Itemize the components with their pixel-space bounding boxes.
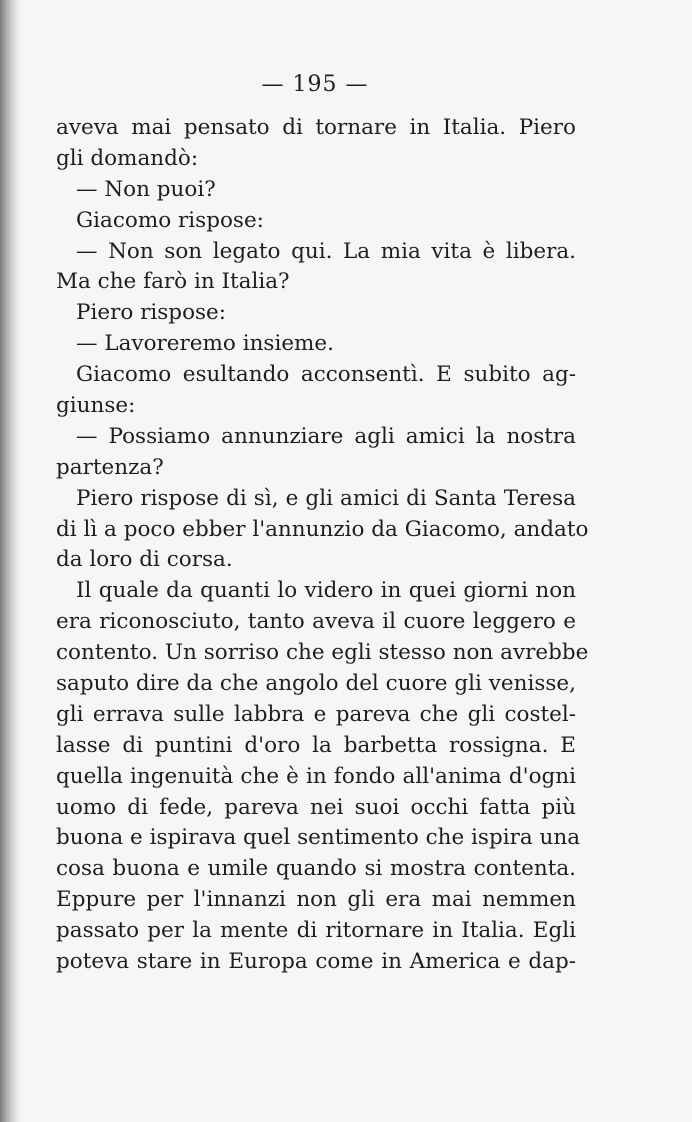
text-line: gli domandò: bbox=[56, 145, 199, 171]
text-line: Giacomo rispose: bbox=[76, 207, 264, 233]
text-line: Piero rispose: bbox=[76, 300, 227, 326]
text-line: cosa buona e umile quando si mostra contenta. bbox=[56, 856, 576, 882]
text-line: Giacomo esultando acconsentì. E subito ag- bbox=[76, 362, 576, 388]
text-line: poteva stare in Europa come in America e dap- bbox=[56, 949, 576, 975]
text-line: — Non puoi? bbox=[76, 176, 216, 202]
text-line: Il quale da quanti lo videro in quei giorni non bbox=[76, 578, 576, 604]
text-line: saputo dire da che angolo del cuore gli venisse, bbox=[56, 671, 576, 697]
text-line: — Possiamo annunziare agli amici la nostra bbox=[76, 423, 576, 449]
text-line: era riconosciuto, tanto aveva il cuore leggero e bbox=[56, 609, 576, 635]
text-line: passato per la mente di ritornare in Italia. Egli bbox=[56, 918, 576, 944]
text-line: buona e ispirava quel sentimento che ispira una bbox=[56, 825, 581, 851]
text-line: quella ingenuità che è in fondo all'anima d'ogni bbox=[56, 763, 576, 789]
text-line: Piero rispose di sì, e gli amici di Santa Teresa bbox=[76, 485, 576, 511]
text-line: aveva mai pensato di tornare in Italia. Piero bbox=[56, 115, 576, 140]
text-line: Ma che farò in Italia? bbox=[56, 269, 290, 295]
text-line: di lì a poco ebber l'annunzio da Giacomo, andato bbox=[56, 516, 589, 542]
page-binding-edge bbox=[0, 0, 22, 1122]
text-line: Eppure per l'innanzi non gli era mai nemmen bbox=[56, 887, 576, 913]
body-text bbox=[56, 113, 589, 978]
text-line: contento. Un sorriso che egli stesso non avrebbe bbox=[56, 640, 589, 666]
text-line: gli errava sulle labbra e pareva che gli costel- bbox=[56, 701, 576, 727]
text-line: giunse: bbox=[56, 393, 136, 419]
text-line: uomo di fede, pareva nei suoi occhi fatta più bbox=[56, 794, 576, 820]
page-number: — 195 — bbox=[261, 72, 369, 97]
text-line: — Lavoreremo insieme. bbox=[76, 331, 334, 357]
text-line: lasse di puntini d'oro la barbetta rossigna. E bbox=[56, 732, 576, 758]
text-line: — Non son legato qui. La mia vita è libera. bbox=[76, 238, 576, 264]
text-line: partenza? bbox=[56, 454, 164, 480]
text-line: da loro di corsa. bbox=[56, 547, 233, 573]
